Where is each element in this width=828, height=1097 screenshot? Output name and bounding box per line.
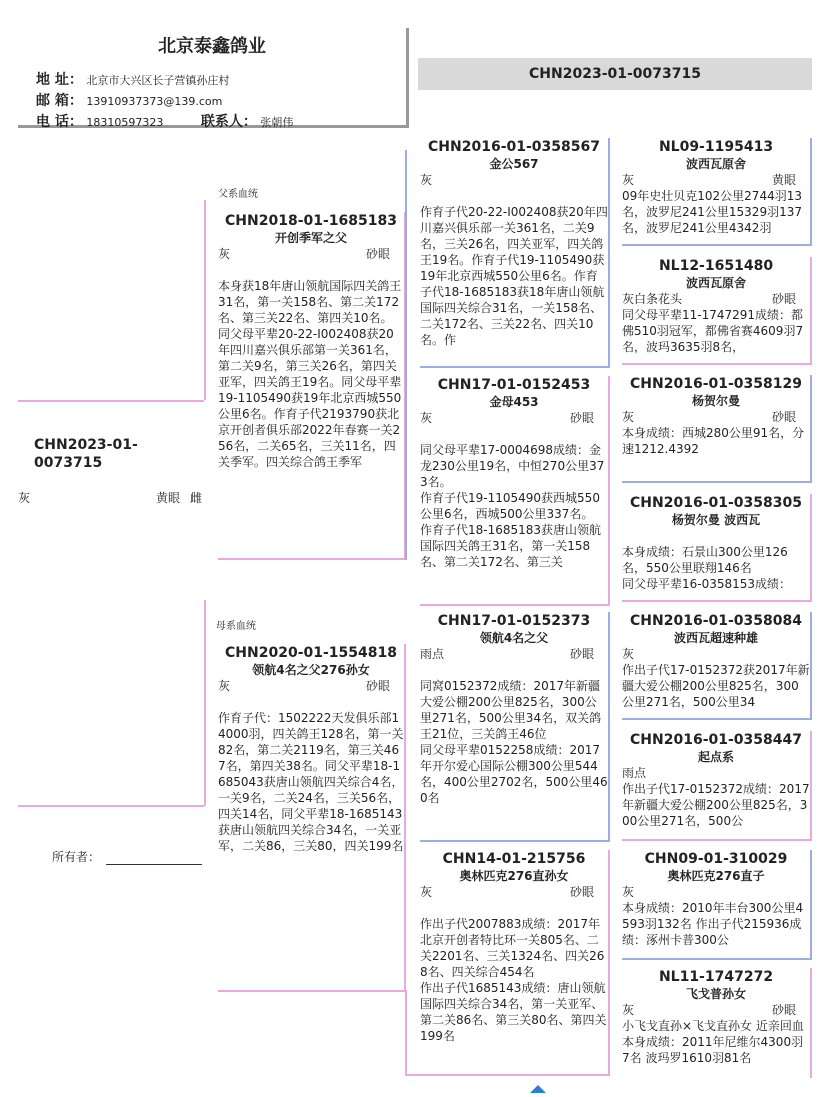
dam-connector-v: [204, 600, 206, 806]
sd-desc: 同父母平辈17-0004698成绩：金龙230公里19名，中恒270公里373名。 作育子代19-1105490获西城550公里6名，西城500公里337名。 作育子代18-1685183获唐山领航国际四关鸽王31名，第一关158名、第二关172名、第三关: [420, 443, 605, 569]
ss-desc: 作育子代20-22-I002408获20年四川嘉兴俱乐部一关361名，二关9名，三关26名，四关亚军，四关鸽王19名。作育子代19-1105490获19年北京西城550公里6名。作育子代18-1685183获18年唐山领航国际四关综合31名，一关158名、二关172名、三关22名、四关10名。作: [420, 205, 608, 347]
dss-card: [622, 612, 812, 720]
ddd-card: [622, 968, 812, 1078]
dss-color: 灰: [622, 647, 635, 661]
phone-value: 18310597323: [86, 116, 164, 129]
sd-color: 灰: [420, 411, 433, 425]
dds-card: [622, 850, 812, 960]
sss-desc: 09年史壮贝克102公里2744羽13名，波罗尼241公里15329羽137名，波罗尼241公里4342羽: [622, 189, 802, 235]
corner-decoration-icon: [528, 1078, 548, 1088]
sire-name: 开创季军之父: [274, 231, 347, 245]
ssd-eye: 砂眼: [771, 292, 796, 306]
ss-name: 金公567: [489, 157, 539, 171]
contact-value: 张朝伟: [260, 116, 294, 129]
sdd-card: [622, 494, 812, 602]
sd-name: 金母453: [489, 395, 539, 409]
dsd-ring: CHN2016-01-0358447: [630, 732, 802, 748]
dsd-card: [622, 731, 812, 841]
dds-color: 灰: [622, 885, 635, 899]
phone-label: 电 话：: [36, 114, 83, 130]
ssd-desc: 同父母平辈11-1747291成绩：都佛510羽冠军，都佛省赛4609羽7名，波玛3635羽8名，: [622, 308, 804, 354]
dds-ring: CHN09-01-310029: [644, 851, 788, 867]
ddd-desc: 小飞戈直孙×飞戈直孙女 近亲回血 本身成绩：2011年尼维尔4300羽7名 波玛罗1610羽81名: [622, 1019, 804, 1065]
ss-color: 灰: [420, 173, 433, 187]
phone-row: [36, 112, 293, 133]
dd-ring: CHN14-01-215756: [442, 851, 586, 867]
sire-card: [218, 212, 406, 560]
dsd-name: 起点系: [697, 750, 734, 764]
sdd-name: 杨贺尔曼 波西瓦: [671, 513, 761, 527]
dam-eye: 砂眼: [365, 679, 390, 693]
sds-color: 灰: [622, 410, 635, 424]
sire-section-label: 父系血统: [218, 189, 258, 200]
pedigree-id-banner: [418, 58, 812, 90]
sire-desc: 本身获18年唐山领航国际四关鸽王31名，第一关158名、第二关172名、第三关22名、第四关10名。同父母平辈20-22-I002408获20年四川嘉兴俱乐部第一关361名，第二关9名，第三关26名，第四关亚军，四关鸽王19名。同父母平辈19-1105490获19年北京西城550公里6名。作育子代2193790获北京开创者俱乐部2022年春赛一关256名，二关65名，三关11名，四关季军。四关综合鸽王季军: [218, 279, 402, 469]
sire-connector-v: [204, 200, 206, 400]
contact-label: 联系人：: [200, 114, 257, 130]
loft-header: [18, 28, 409, 128]
sire-to-ss-connector: [405, 150, 407, 560]
address-label: 地 址：: [36, 72, 83, 88]
email-value: 13910937373@139.com: [86, 95, 223, 108]
dam-name: 领航4名之父276孙女: [252, 663, 370, 677]
dss-name: 波西瓦超速种雄: [673, 631, 758, 645]
address-value: 北京市大兴区长子营镇孙庄村: [86, 74, 230, 87]
dds-name: 奥林匹克276直子: [667, 869, 765, 883]
sire-eye: 砂眼: [365, 247, 390, 261]
loft-name: 北京泰鑫鸽业: [158, 36, 266, 57]
subject-ring: CHN2023-01-0073715: [34, 437, 138, 471]
ds-eye: 砂眼: [569, 647, 594, 661]
email-row: [36, 91, 293, 112]
dam-card: [218, 644, 406, 992]
ssd-ring: NL12-1651480: [658, 258, 774, 274]
ds-desc: 同窝0152372成绩：2017年新疆大爱公棚200公里825名，300公里271名，500公里34名，双关鸽王21位，三关鸽王46位 同父母平辈0152258成绩：2017年开尔爱心国际公棚300公里544名，400公里2702名，500公里460名: [420, 679, 608, 805]
owner-label: 所有者：: [52, 850, 101, 864]
dam-section-label: 母系血统: [216, 621, 256, 632]
pedigree-id-text: CHN2023-01-0073715: [529, 66, 701, 82]
dd-color: 灰: [420, 885, 433, 899]
sds-ring: CHN2016-01-0358129: [630, 376, 802, 392]
dsd-desc: 作出子代17-0152372成绩：2017年新疆大爱公棚200公里825名，300公里271名，500公: [622, 782, 810, 828]
ddd-eye: 砂眼: [771, 1003, 796, 1017]
ssd-color: 灰白条花头: [622, 292, 683, 306]
ds-card: [420, 612, 610, 842]
dd-name: 奥林匹克276直孙女: [459, 869, 569, 883]
ds-color: 雨点: [420, 647, 445, 661]
sd-card: [420, 376, 610, 606]
dam-desc: 作育子代：1502222天发俱乐部14000羽，四关鸽王128名，第一关82名，第二关2119名，第三关467名，第四关38名。同父平辈18-1685043获唐山领航四关综合4名，一关9名，二关24名，三关56名，四关14名，同父平辈18-1685143获唐山领航四关综合34名，一关亚军，二关86，三关80，四关199名: [218, 711, 404, 853]
sss-card: [622, 138, 812, 246]
ss-card: [420, 138, 610, 368]
owner-field: [52, 848, 202, 865]
sds-eye: 砂眼: [771, 410, 796, 424]
ds-name: 领航4名之父: [479, 631, 549, 645]
ddd-ring: NL11-1747272: [658, 969, 774, 985]
ss-ring: CHN2016-01-0358567: [428, 139, 600, 155]
sdd-ring: CHN2016-01-0358305: [630, 495, 802, 511]
subject-eye: 黄眼: [155, 491, 180, 505]
dds-desc: 本身成绩：2010年丰台300公里4593羽132名 作出子代215936成绩：涿州卡普300公: [622, 901, 804, 947]
sss-color: 灰: [622, 173, 635, 187]
sds-name: 杨贺尔曼: [691, 394, 740, 408]
dam-connector-h: [18, 805, 204, 807]
dam-ring: CHN2020-01-1554818: [225, 645, 397, 661]
dsd-color: 雨点: [622, 766, 647, 780]
ssd-name: 波西瓦原舍: [685, 276, 746, 290]
dd-desc: 作出子代2007883成绩：2017年北京开创者特比环一关805名、二关2201名、三关1324名、四关268名、四关综合454名 作出子代1685143成绩：唐山领航国际四关综合34名，第一关亚军、第二关86名、第三关80名、第四关199名: [420, 917, 607, 1043]
dss-desc: 作出子代17-0152372获2017年新疆大爱公棚200公里825名，300公里271名，500公里34: [622, 663, 810, 709]
sdd-desc: 本身成绩：石景山300公里126名，550公里联翔146名 同父母平辈16-0358153成绩：: [622, 545, 792, 591]
dam-to-dd-connector: [405, 990, 407, 1074]
subject-color: 灰: [18, 491, 31, 505]
sss-name: 波西瓦原舍: [685, 157, 746, 171]
sss-ring: NL09-1195413: [658, 139, 774, 155]
dd-eye: 砂眼: [569, 885, 594, 899]
ds-ring: CHN17-01-0152373: [437, 613, 591, 629]
email-label: 邮 箱：: [36, 93, 83, 109]
sire-color: 灰: [218, 247, 231, 261]
ssd-card: [622, 257, 812, 365]
subject-sex: 雌: [189, 491, 202, 505]
dd-card: [420, 850, 610, 1076]
ddd-name: 飞戈普孙女: [685, 987, 746, 1001]
sire-ring: CHN2018-01-1685183: [225, 213, 397, 229]
subject-bird: [18, 436, 202, 506]
owner-blank-line: [106, 852, 202, 865]
sds-card: [622, 375, 812, 483]
address-row: [36, 70, 293, 91]
dss-ring: CHN2016-01-0358084: [630, 613, 802, 629]
sd-ring: CHN17-01-0152453: [437, 377, 591, 393]
dam-color: 灰: [218, 679, 231, 693]
sire-connector-h: [18, 400, 204, 402]
sds-desc: 本身成绩：西城280公里91名，分速1212.4392: [622, 426, 805, 456]
sss-eye: 黄眼: [771, 173, 796, 187]
sd-eye: 砂眼: [569, 411, 594, 425]
ddd-color: 灰: [622, 1003, 635, 1017]
